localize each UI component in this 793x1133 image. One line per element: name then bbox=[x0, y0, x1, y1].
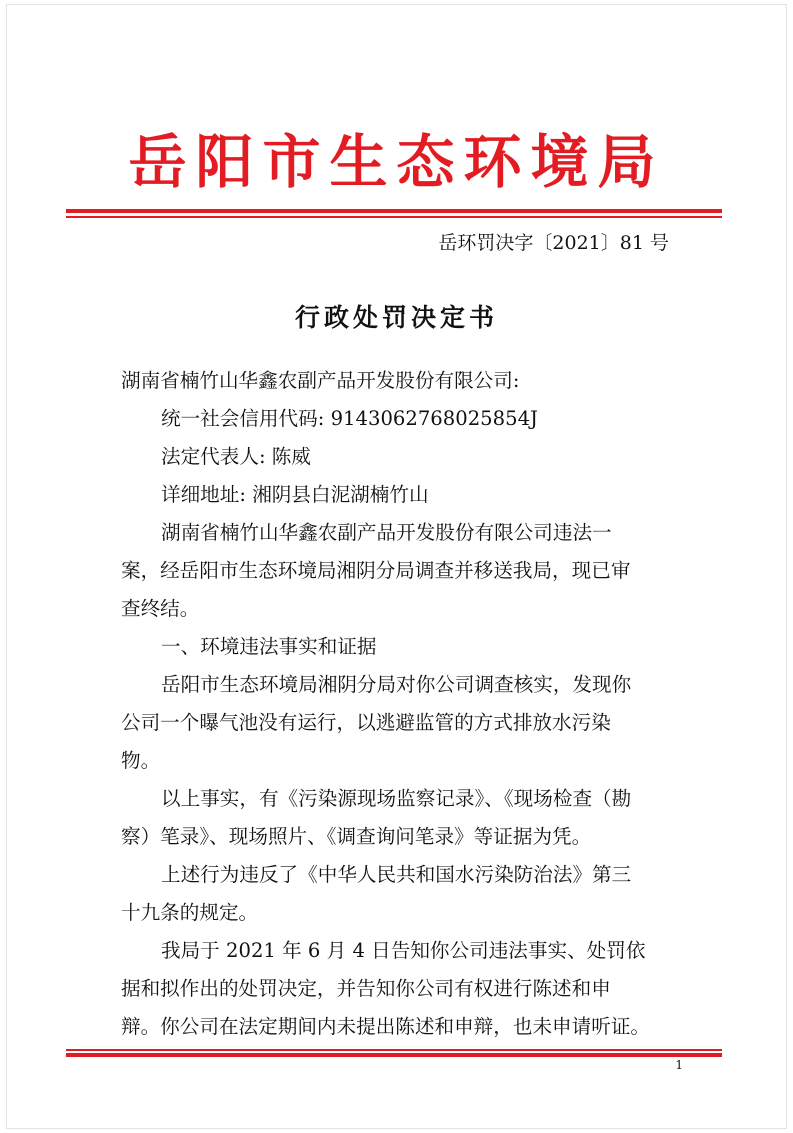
intro-line: 湖南省楠竹山华鑫农副产品开发股份有限公司违法一 bbox=[161, 521, 612, 544]
violation-line: 上述行为违反了《中华人民共和国水污染防治法》第三 bbox=[161, 863, 632, 886]
facts-line: 岳阳市生态环境局湘阴分局对你公司调查核实，发现你 bbox=[161, 673, 632, 696]
notice-line: 我局于 2021 年 6 月 4 日告知你公司违法事实、处罚依 bbox=[161, 939, 646, 962]
recipient-name: 湖南省楠竹山华鑫农副产品开发股份有限公司: bbox=[121, 369, 520, 392]
detailed-address: 详细地址: 湘阴县白泥湖楠竹山 bbox=[161, 483, 429, 506]
footer-rule-thin bbox=[66, 1049, 722, 1051]
agency-letterhead: 岳阳市生态环境局 bbox=[128, 128, 665, 196]
notice-line: 辩。你公司在法定期间内未提出陈述和申辩，也未申请听证。 bbox=[121, 1015, 651, 1038]
facts-line: 公司一个曝气池没有运行，以逃避监管的方式排放水污染 bbox=[121, 711, 611, 734]
legal-representative: 法定代表人: 陈威 bbox=[161, 445, 311, 468]
notice-line: 据和拟作出的处罚决定，并告知你公司有权进行陈述和申 bbox=[121, 977, 611, 1000]
evidence-line: 以上事实，有《污染源现场监察记录》、《现场检查（勘 bbox=[161, 787, 632, 810]
document-title: 行政处罚决定书 bbox=[294, 303, 498, 332]
section-heading: 一、环境违法事实和证据 bbox=[161, 635, 377, 658]
intro-line: 查终结。 bbox=[121, 597, 200, 620]
intro-line: 案，经岳阳市生态环境局湘阴分局调查并移送我局，现已审 bbox=[121, 559, 631, 582]
footer-rule-thick bbox=[66, 1053, 722, 1057]
evidence-line: 察）笔录》、现场照片、《调查询问笔录》等证据为凭。 bbox=[121, 825, 592, 848]
credit-code: 统一社会信用代码: 9143062768025854J bbox=[161, 407, 538, 430]
header-rule-thick bbox=[66, 209, 722, 213]
page-number: 1 bbox=[675, 1058, 683, 1072]
violation-line: 十九条的规定。 bbox=[121, 901, 259, 924]
header-rule-thin bbox=[66, 216, 722, 218]
document-number: 岳环罚决字〔2021〕81 号 bbox=[438, 232, 669, 254]
facts-line: 物。 bbox=[121, 749, 161, 772]
